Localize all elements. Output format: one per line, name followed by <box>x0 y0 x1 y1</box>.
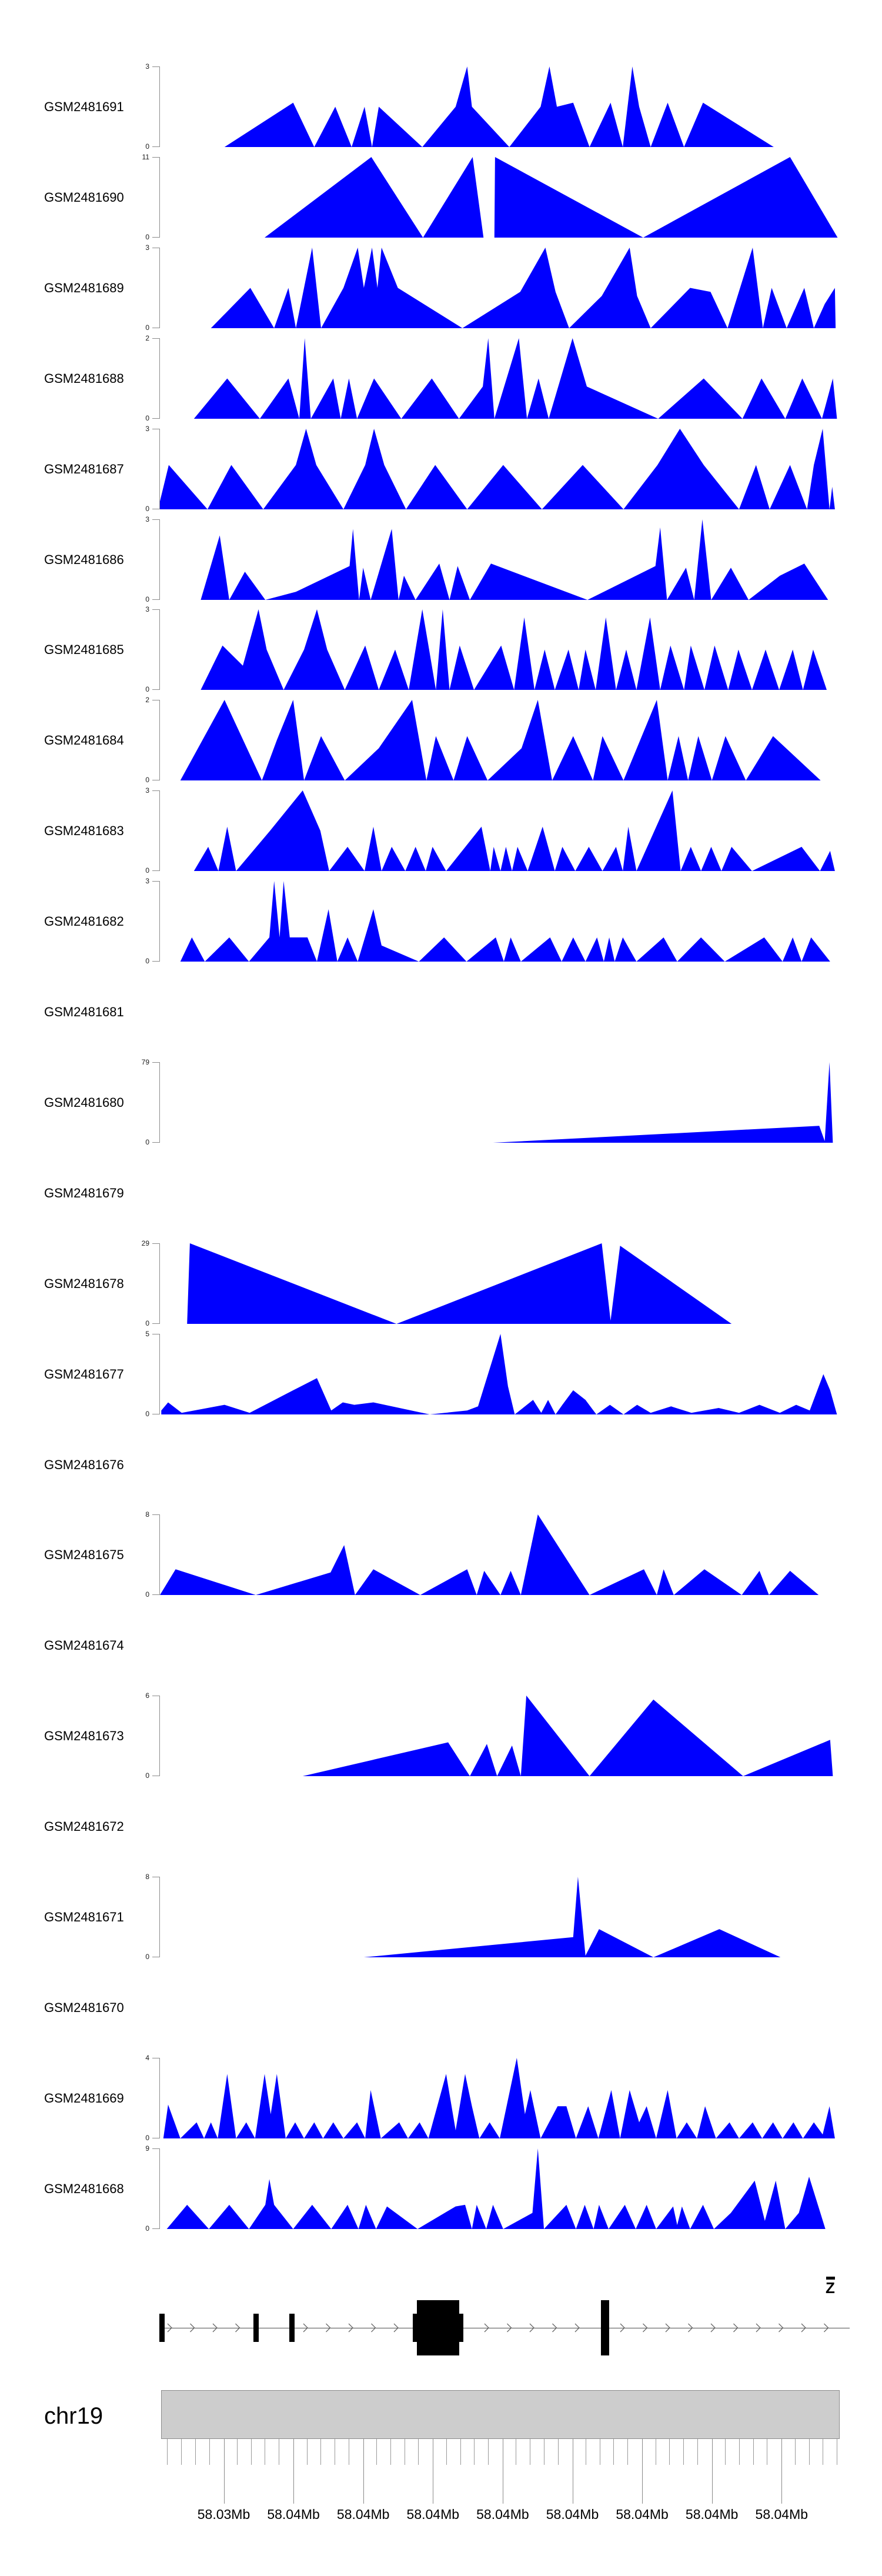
minor-tick <box>613 2439 614 2465</box>
signal-polygon <box>163 2058 835 2138</box>
track-row <box>0 425 882 513</box>
track-row <box>0 334 882 422</box>
strand-arrow-icon <box>168 2324 172 2332</box>
strand-arrow-icon <box>191 2324 195 2332</box>
track-row <box>0 153 882 241</box>
y-axis-top-tick <box>152 519 159 520</box>
y-axis-top-tick <box>152 338 159 339</box>
sample-label: GSM2481689 <box>44 280 124 295</box>
sample-label: GSM2481676 <box>44 1457 124 1472</box>
gene-label-clipped <box>826 2277 835 2297</box>
major-tick <box>224 2439 225 2504</box>
y-axis-max-label: 11 <box>142 153 149 161</box>
y-axis-max-label: 3 <box>145 605 149 613</box>
y-axis-max-label: 3 <box>145 425 149 433</box>
signal-polygon <box>201 519 828 600</box>
y-axis-max-label: 2 <box>145 696 149 704</box>
strand-arrow-icon <box>303 2324 308 2332</box>
signal-area-svg <box>160 519 840 600</box>
strand-arrow-icon <box>689 2324 693 2332</box>
strand-arrow-icon <box>213 2324 217 2332</box>
signal-area-svg <box>160 157 840 238</box>
signal-area-svg <box>160 1696 840 1776</box>
sample-label: GSM2481688 <box>44 371 124 386</box>
sample-label: GSM2481671 <box>44 1909 124 1924</box>
track-row <box>0 2054 882 2142</box>
sample-label: GSM2481670 <box>44 2000 124 2015</box>
signal-polygon <box>160 429 835 509</box>
minor-tick <box>209 2439 210 2465</box>
track-row <box>0 2144 882 2233</box>
y-axis-bottom-tick <box>152 689 159 690</box>
y-axis-zero-label: 0 <box>145 1138 149 1146</box>
y-axis-max-label: 3 <box>145 877 149 885</box>
sample-label: GSM2481674 <box>44 1637 124 1653</box>
strand-arrow-icon <box>824 2324 828 2332</box>
coordinate-label: 58.04Mb <box>546 2507 599 2522</box>
sample-label: GSM2481679 <box>44 1185 124 1200</box>
y-axis-zero-label: 0 <box>145 866 149 875</box>
y-axis-bottom-tick <box>152 146 159 147</box>
y-axis-top-tick <box>152 1514 159 1515</box>
strand-arrow-icon <box>711 2324 715 2332</box>
strand-arrow-icon <box>485 2324 489 2332</box>
minor-tick <box>627 2439 628 2465</box>
signal-polygon <box>194 790 835 871</box>
sample-label: GSM2481675 <box>44 1547 124 1562</box>
strand-arrow-icon <box>394 2324 398 2332</box>
y-axis-top-tick <box>152 609 159 610</box>
major-tick <box>642 2439 643 2504</box>
minor-tick <box>446 2439 447 2465</box>
track-row <box>0 1153 882 1233</box>
strand-arrow-icon <box>236 2324 240 2332</box>
track-row <box>0 1424 882 1505</box>
y-axis-zero-label: 0 <box>145 1953 149 1961</box>
track-row <box>0 1058 882 1146</box>
y-axis-max-label: 5 <box>145 1330 149 1338</box>
signal-polygon <box>364 1877 781 1957</box>
sample-label: GSM2481672 <box>44 1818 124 1834</box>
y-axis-top-tick <box>152 157 159 158</box>
y-axis-zero-label: 0 <box>145 1771 149 1780</box>
y-axis-max-label: 4 <box>145 2054 149 2062</box>
strand-arrow-icon <box>620 2324 624 2332</box>
sample-label: GSM2481673 <box>44 1728 124 1743</box>
y-axis-top-tick <box>152 790 159 791</box>
strand-arrow-icon <box>756 2324 760 2332</box>
y-axis-bottom-tick <box>152 1142 159 1143</box>
y-axis-zero-label: 0 <box>145 957 149 965</box>
track-row <box>0 605 882 693</box>
minor-tick <box>251 2439 252 2465</box>
track-row <box>0 972 882 1052</box>
track-row <box>0 1967 882 2048</box>
coordinate-label: 58.04Mb <box>476 2507 529 2522</box>
minor-tick <box>558 2439 559 2465</box>
signal-area-svg <box>160 338 840 419</box>
sample-label: GSM2481691 <box>44 99 124 114</box>
track-row <box>0 877 882 965</box>
sample-label: GSM2481683 <box>44 823 124 838</box>
minor-tick <box>488 2439 489 2465</box>
signal-polygon <box>160 1514 818 1595</box>
minor-tick <box>725 2439 726 2465</box>
y-axis-bottom-tick <box>152 870 159 871</box>
strand-arrow-icon <box>734 2324 738 2332</box>
coordinate-label: 58.04Mb <box>406 2507 460 2522</box>
sample-label: GSM2481682 <box>44 913 124 929</box>
coordinate-label: 58.04Mb <box>685 2507 739 2522</box>
y-axis-zero-label: 0 <box>145 233 149 241</box>
y-axis-zero-label: 0 <box>145 1410 149 1418</box>
y-axis-bottom-tick <box>152 1594 159 1595</box>
y-axis-bottom-tick <box>152 2228 159 2229</box>
strand-arrow-icon <box>666 2324 670 2332</box>
strand-arrow-icon <box>349 2324 353 2332</box>
minor-tick <box>376 2439 377 2465</box>
track-row <box>0 515 882 603</box>
minor-tick <box>697 2439 698 2465</box>
y-axis-max-label: 29 <box>141 1239 149 1247</box>
y-axis-zero-label: 0 <box>145 595 149 603</box>
minor-tick <box>683 2439 684 2465</box>
sample-label: GSM2481680 <box>44 1095 124 1110</box>
minor-tick <box>320 2439 321 2465</box>
coordinate-label: 58.04Mb <box>616 2507 669 2522</box>
y-axis-zero-label: 0 <box>145 2134 149 2142</box>
signal-polygon <box>265 157 838 238</box>
y-axis-zero-label: 0 <box>145 1590 149 1599</box>
y-axis-top-tick <box>152 2148 159 2149</box>
strand-arrows-layer <box>0 2319 882 2337</box>
signal-polygon <box>303 1696 833 1776</box>
sample-label: GSM2481686 <box>44 552 124 567</box>
signal-area-svg <box>160 609 840 690</box>
y-axis-max-label: 9 <box>145 2144 149 2153</box>
signal-polygon <box>167 2148 826 2229</box>
coordinate-label: 58.04Mb <box>267 2507 320 2522</box>
y-axis-zero-label: 0 <box>145 505 149 513</box>
gene-label-text: Z <box>826 2279 835 2297</box>
minor-tick <box>418 2439 419 2465</box>
signal-area-svg <box>160 881 840 962</box>
signal-polygon <box>194 338 837 419</box>
major-tick <box>781 2439 782 2504</box>
minor-tick <box>195 2439 196 2465</box>
signal-area-svg <box>160 1514 840 1595</box>
coordinate-label: 58.03Mb <box>197 2507 250 2522</box>
y-axis-zero-label: 0 <box>145 776 149 784</box>
strand-arrow-icon <box>326 2324 330 2332</box>
strand-arrow-icon <box>507 2324 512 2332</box>
strand-arrow-icon <box>372 2324 376 2332</box>
y-axis-bottom-tick <box>152 237 159 238</box>
signal-area-svg <box>160 1062 840 1143</box>
minor-tick <box>167 2439 168 2465</box>
chromosome-label: chr19 <box>44 2403 103 2429</box>
sample-label: GSM2481677 <box>44 1366 124 1382</box>
y-axis-max-label: 3 <box>145 62 149 71</box>
signal-area-svg <box>160 248 840 328</box>
track-row <box>0 1605 882 1686</box>
minor-tick <box>307 2439 308 2465</box>
track-row <box>0 243 882 332</box>
y-axis-zero-label: 0 <box>145 142 149 151</box>
strand-arrow-icon <box>553 2324 557 2332</box>
minor-tick <box>753 2439 754 2465</box>
y-axis-top-tick <box>152 1062 159 1063</box>
sample-label: GSM2481684 <box>44 732 124 748</box>
y-axis-top-tick <box>152 1243 159 1244</box>
y-axis-zero-label: 0 <box>145 1319 149 1327</box>
signal-area-svg <box>160 66 840 147</box>
minor-tick <box>474 2439 475 2465</box>
sample-label: GSM2481669 <box>44 2090 124 2105</box>
strand-arrow-icon <box>779 2324 783 2332</box>
signal-area-svg <box>160 429 840 509</box>
signal-polygon <box>201 609 827 690</box>
minor-tick <box>739 2439 740 2465</box>
track-row <box>0 786 882 875</box>
minor-tick <box>460 2439 461 2465</box>
coordinate-label: 58.04Mb <box>336 2507 390 2522</box>
y-axis-max-label: 8 <box>145 1873 149 1881</box>
sample-label: GSM2481668 <box>44 2181 124 2196</box>
signal-polygon <box>181 700 821 780</box>
major-tick <box>363 2439 364 2504</box>
sample-label: GSM2481681 <box>44 1004 124 1019</box>
sample-label: GSM2481678 <box>44 1276 124 1291</box>
track-row <box>0 1873 882 1961</box>
signal-area-svg <box>160 790 840 871</box>
y-axis-max-label: 3 <box>145 243 149 252</box>
minor-tick <box>390 2439 391 2465</box>
y-axis-zero-label: 0 <box>145 323 149 332</box>
y-axis-bottom-tick <box>152 1323 159 1324</box>
major-tick <box>293 2439 294 2504</box>
sample-label: GSM2481690 <box>44 189 124 205</box>
signal-polygon <box>493 1062 833 1143</box>
track-row <box>0 1239 882 1327</box>
minor-tick <box>795 2439 796 2465</box>
y-axis-bottom-tick <box>152 599 159 600</box>
signal-polygon <box>187 1243 731 1324</box>
minor-tick <box>809 2439 810 2465</box>
signal-area-svg <box>160 1334 840 1414</box>
signal-polygon <box>181 881 830 962</box>
coordinate-label: 58.04Mb <box>755 2507 808 2522</box>
strand-arrow-icon <box>643 2324 647 2332</box>
signal-area-svg <box>160 2148 840 2229</box>
minor-tick <box>669 2439 670 2465</box>
y-axis-max-label: 79 <box>141 1058 149 1066</box>
y-axis-top-tick <box>152 881 159 882</box>
track-row <box>0 1510 882 1599</box>
track-row <box>0 1330 882 1418</box>
strand-arrow-icon <box>801 2324 806 2332</box>
minor-tick <box>181 2439 182 2465</box>
signal-polygon <box>161 1334 837 1414</box>
y-axis-max-label: 8 <box>145 1510 149 1519</box>
y-axis-max-label: 2 <box>145 334 149 342</box>
signal-polygon <box>225 66 774 147</box>
y-axis-max-label: 3 <box>145 515 149 523</box>
signal-area-svg <box>160 700 840 780</box>
minor-tick <box>237 2439 238 2465</box>
y-axis-max-label: 3 <box>145 786 149 795</box>
y-axis-zero-label: 0 <box>145 414 149 422</box>
y-axis-top-tick <box>152 66 159 67</box>
sample-label: GSM2481685 <box>44 642 124 657</box>
track-row <box>0 1691 882 1780</box>
track-row <box>0 1786 882 1867</box>
chromosome-bar <box>161 2390 840 2439</box>
major-tick <box>712 2439 713 2504</box>
strand-arrow-icon <box>530 2324 534 2332</box>
y-axis-bottom-tick <box>152 961 159 962</box>
sample-label: GSM2481687 <box>44 461 124 476</box>
track-row <box>0 696 882 784</box>
y-axis-bottom-tick <box>152 418 159 419</box>
signal-area-svg <box>160 2058 840 2138</box>
signal-area-svg <box>160 1243 840 1324</box>
track-row <box>0 62 882 151</box>
strand-arrow-icon <box>575 2324 579 2332</box>
signal-area-svg <box>160 1877 840 1957</box>
y-axis-zero-label: 0 <box>145 685 149 693</box>
y-axis-zero-label: 0 <box>145 2224 149 2233</box>
signal-polygon <box>211 248 836 328</box>
y-axis-max-label: 6 <box>145 1691 149 1700</box>
